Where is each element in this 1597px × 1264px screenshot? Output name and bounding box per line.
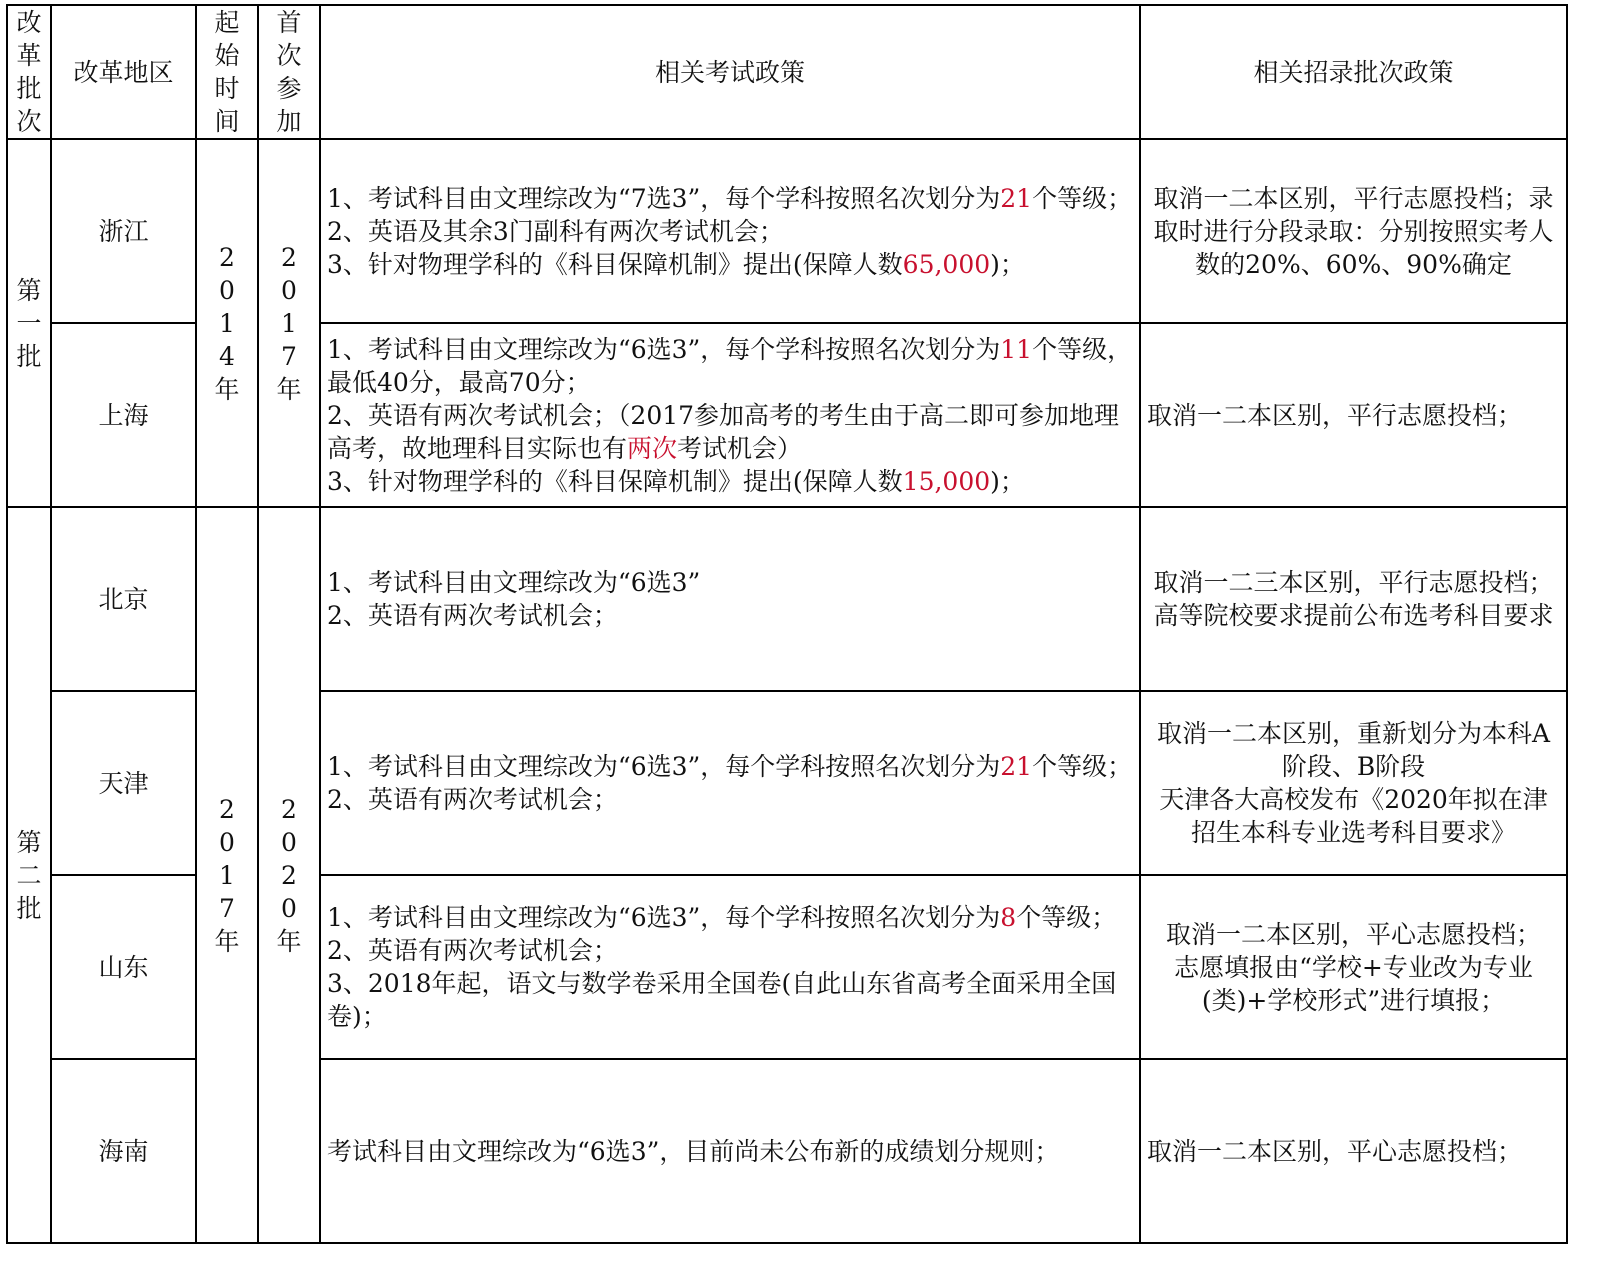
exam-policy-cell [320,507,1140,691]
first-participation-cell: 2017年 [258,139,320,507]
header-exam-policy: 相关考试政策 [320,5,1140,139]
region-cell: 天津 [51,691,196,875]
admission-policy-cell: 取消一二本区别，重新划分为本科A阶段、B阶段 天津各大高校发布《2020年拟在津招生本科专业选考科目要求》 [1140,691,1567,875]
region-cell: 海南 [51,1059,196,1243]
highlight-value: 两次 [627,433,678,463]
reform-policy-table [6,4,1568,1244]
policy-line: 1、考试科目由文理综改为“6选3”，每个学科按照名次划分为21个等级； [327,752,1133,781]
policy-line: 1、考试科目由文理综改为“6选3” [327,568,701,597]
region-cell: 上海 [51,323,196,507]
highlight-value: 8 [1000,903,1017,932]
admission-policy-cell: 取消一二三本区别，平行志愿投档； 高等院校要求提前公布选考科目要求 [1140,507,1567,691]
policy-line: 2、英语有两次考试机会； [327,785,618,814]
highlight-value: 21 [1000,752,1033,781]
highlight-value: 11 [1000,334,1033,364]
header-region: 改革地区 [51,5,196,139]
exam-policy-cell [320,139,1140,323]
batch-cell: 第一批 [7,139,51,507]
first-participation-cell: 2020年 [258,507,320,1243]
header-row [7,5,1567,139]
exam-policy-cell [320,1059,1140,1243]
table-row [7,507,1567,691]
policy-line: 3、针对物理学科的《科目保障机制》提出(保障人数15,000)； [327,466,1025,496]
header-batch: 改革批次 [7,5,51,139]
policy-line: 3、针对物理学科的《科目保障机制》提出(保障人数65,000)； [327,249,1025,279]
policy-line: 1、考试科目由文理综改为“6选3”，每个学科按照名次划分为11个等级，最低40分，最高70分； [327,334,1133,397]
policy-line: 2、英语及其余3门副科有两次考试机会； [327,216,784,246]
policy-line: 1、考试科目由文理综改为“7选3”，每个学科按照名次划分为21个等级； [327,183,1133,213]
policy-line: 3、2018年起，语文与数学卷采用全国卷(自此山东省高考全面采用全国卷)； [327,969,1117,1031]
region-cell: 浙江 [51,139,196,323]
exam-policy-cell [320,691,1140,875]
header-start-time: 起始时间 [196,5,258,139]
highlight-value: 21 [1000,183,1033,213]
batch-cell: 第二批 [7,507,51,1243]
policy-line: 2、英语有两次考试机会；（2017参加高考的考生由于高二即可参加地理高考，故地理科目实际也有两次考试机会） [327,400,1120,463]
policy-line: 1、考试科目由文理综改为“6选3”，每个学科按照名次划分为8个等级； [327,903,1117,932]
highlight-value: 65,000 [902,249,991,279]
region-cell: 北京 [51,507,196,691]
start-time-cell: 2014年 [196,139,258,507]
admission-policy-cell: 取消一二本区别，平行志愿投档； [1140,323,1567,507]
policy-line: 考试科目由文理综改为“6选3”，目前尚未公布新的成绩划分规则； [327,1136,1060,1166]
exam-policy-cell [320,875,1140,1059]
policy-line: 2、英语有两次考试机会； [327,936,618,965]
admission-policy-cell: 取消一二本区别，平心志愿投档； 志愿填报由“学校+专业改为专业(类)+学校形式”进行填报； [1140,875,1567,1059]
region-cell: 山东 [51,875,196,1059]
highlight-value: 15,000 [902,466,991,496]
table-row [7,139,1567,323]
start-time-cell: 2017年 [196,507,258,1243]
policy-line: 2、英语有两次考试机会； [327,601,618,630]
header-first-participation: 首次参加 [258,5,320,139]
header-admission-policy: 相关招录批次政策 [1140,5,1567,139]
exam-policy-cell [320,323,1140,507]
admission-policy-cell: 取消一二本区别，平行志愿投档；录取时进行分段录取：分别按照实考人数的20%、60%、90%确定 [1140,139,1567,323]
admission-policy-cell: 取消一二本区别，平心志愿投档； [1140,1059,1567,1243]
